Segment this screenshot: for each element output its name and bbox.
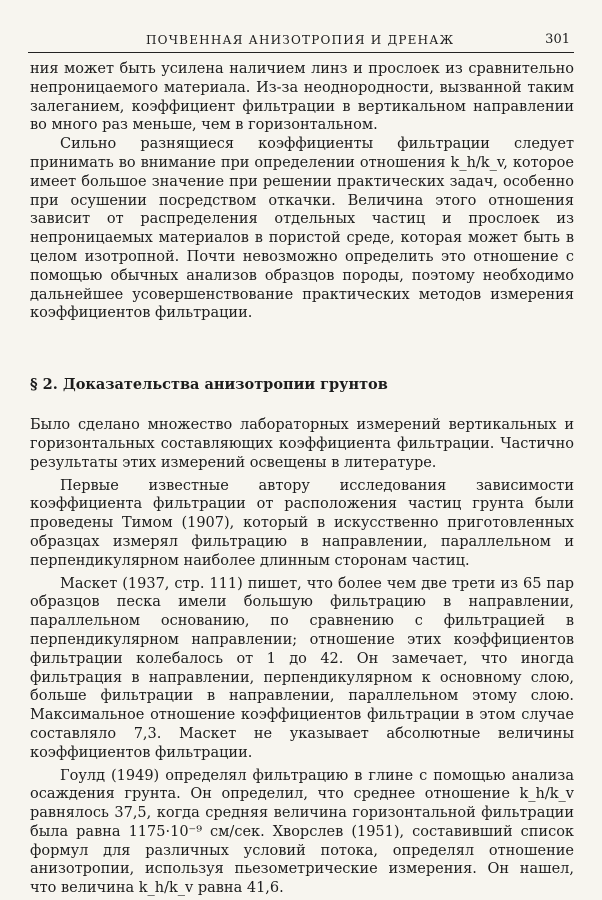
page-body: [30, 60, 574, 898]
running-header: [28, 30, 574, 53]
paragraph: Маскет (1937, стр. 111) пишет, что более чем две трети из 65 пар образцов песка имели большую фильтрацию в направлении, параллельном основанию, по сравнению с фильтрацией в перпендикулярном направлении; отношение этих коэффициентов фильтрации колебалось от 1 до 42. Он замечает, что иногда фильтрация в направлении, перпендикулярном к основному слою, больше фильтрации в направлении, параллельном этому слою. Максимальное отношение коэффициентов фильтрации в этом случае составляло 7,3. Маскет не указывает абсолютные величины коэффициентов фильтрации.: [30, 575, 574, 761]
page-number: 301: [545, 32, 570, 47]
running-title: ПОЧВЕННАЯ АНИЗОТРОПИЯ И ДРЕНАЖ: [146, 33, 455, 47]
paragraph: Первые известные автору исследования зависимости коэффициента фильтрации от расположения частиц грунта были проведены Тимом (1907), который в искусственно приготовленных образцах измерял фильтрацию в направлении, параллельном и перпендикулярном наиболее длинным сторонам частиц.: [30, 477, 574, 569]
paragraph: Гоулд (1949) определял фильтрацию в глине с помощью анализа осаждения грунта. Он определил, что среднее отношение k_h/k_v равнялось 37,5, когда средняя величина горизонтальной фильтрации была равна 1175·10⁻⁹ см/сек. Хворслев (1951), составивший список формул для различных условий потока, определял отношение анизотропии, используя пьезометрические измерения. Он нашел, что величина k_h/k_v равна 41,6.: [30, 767, 574, 897]
paragraph-continued: ния может быть усилена наличием линз и прослоек из сравнительно непроницаемого материала. Из-за неоднородности, вызванной таким залеганием, коэффициент фильтрации в вертикальном направлении во много раз меньше, чем в горизонтальном.: [30, 61, 574, 134]
paragraph: Сильно разнящиеся коэффициенты фильтрации следует принимать во внимание при определении отношения k_h/k_v, которое имеет большое значение при решении практических задач, особенно при осушении посредством откачки. Величина этого отношения зависит от распределения отдельных частиц и прослоек из непроницаемых материалов в пористой среде, которая может быть в целом изотропной. Почти невозможно определить это отношение с помощью обычных анализов образцов породы, поэтому необходимо дальнейшее усовершенствование практических методов измерения коэффициентов фильтрации.: [30, 136, 574, 322]
section-heading: § 2. Доказательства анизотропии грунтов: [30, 376, 388, 394]
paragraph: Было сделано множество лабораторных измерений вертикальных и горизонтальных составляющих коэффициента фильтрации. Частично результаты этих измерений освещены в литературе.: [30, 417, 574, 471]
